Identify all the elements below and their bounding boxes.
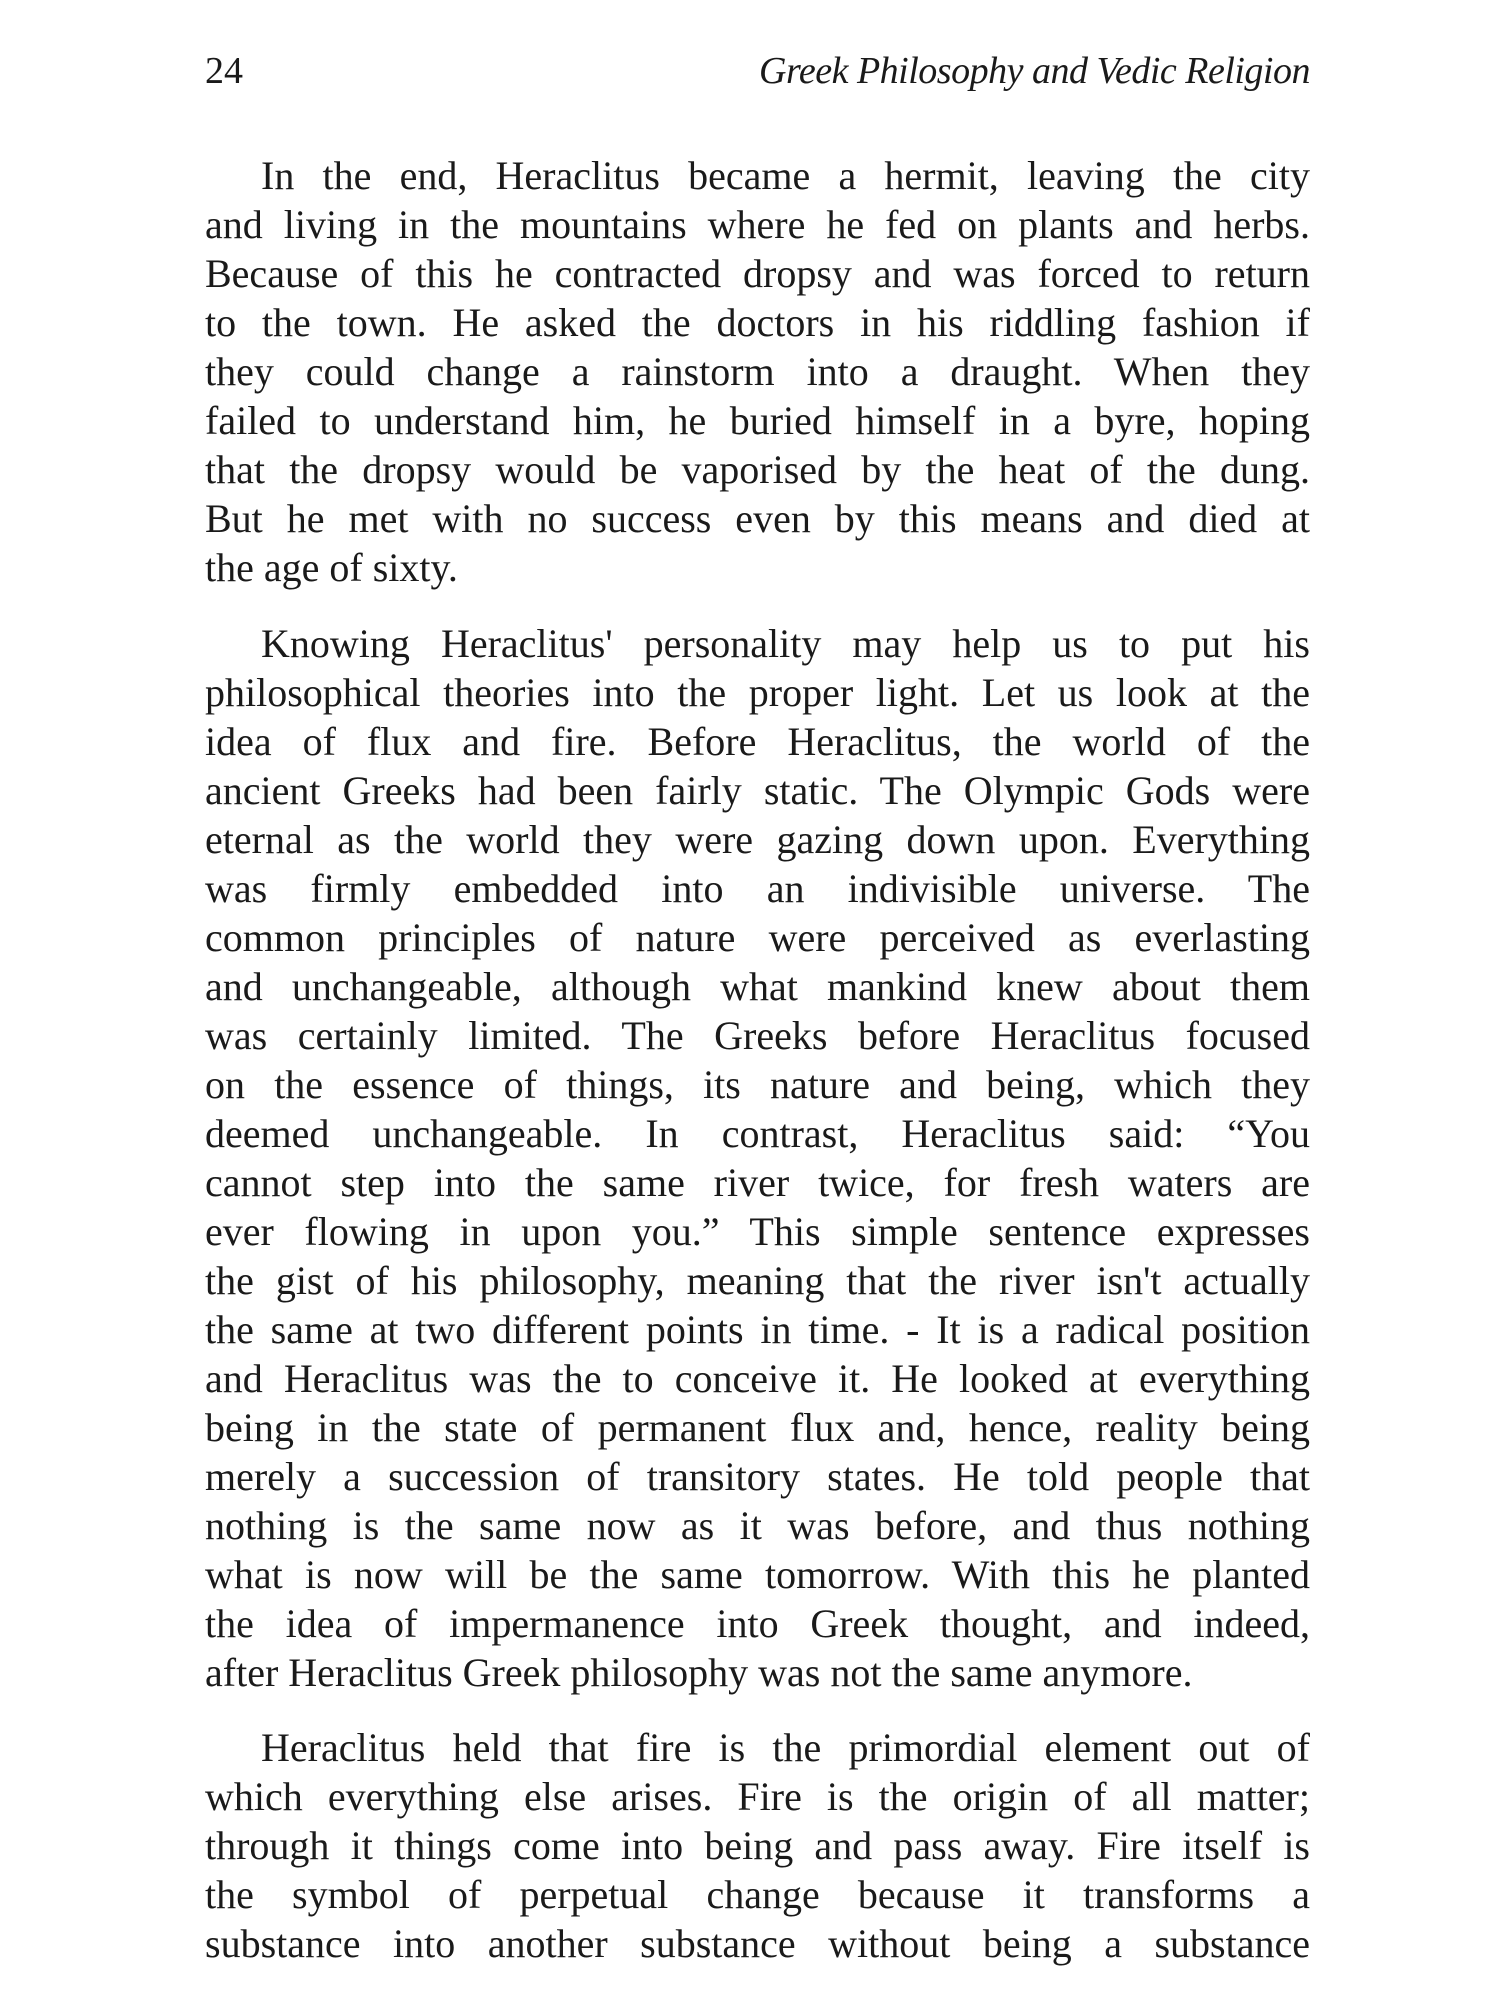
text-line: cannot step into the same river twice, for fresh waters are bbox=[205, 1160, 1310, 1205]
text-line: which everything else arises. Fire is the origin of all matter; bbox=[205, 1774, 1310, 1819]
text-line: failed to understand him, he buried himself in a byre, hoping bbox=[205, 398, 1310, 443]
text-line: philosophical theories into the proper light. Let us look at the bbox=[205, 670, 1310, 715]
text-line: was firmly embedded into an indivisible universe. The bbox=[205, 866, 1310, 911]
text-line: that the dropsy would be vaporised by the heat of the dung. bbox=[205, 447, 1310, 492]
text-line: the gist of his philosophy, meaning that the river isn't actually bbox=[205, 1258, 1310, 1303]
text-line: Heraclitus held that fire is the primordial element out of bbox=[261, 1725, 1310, 1770]
text-line: ever flowing in upon you.” This simple sentence expresses bbox=[205, 1209, 1310, 1254]
text-line: idea of flux and fire. Before Heraclitus, the world of the bbox=[205, 719, 1310, 764]
running-title: Greek Philosophy and Vedic Religion bbox=[759, 50, 1310, 92]
text-line: deemed unchangeable. In contrast, Heraclitus said: “You bbox=[205, 1111, 1310, 1156]
text-line: being in the state of permanent flux and, hence, reality being bbox=[205, 1405, 1310, 1450]
text-line: to the town. He asked the doctors in his riddling fashion if bbox=[205, 300, 1310, 345]
text-line: In the end, Heraclitus became a hermit, leaving the city bbox=[261, 153, 1310, 198]
text-line: eternal as the world they were gazing down upon. Everything bbox=[205, 817, 1310, 862]
text-line: substance into another substance without being a substance bbox=[205, 1921, 1310, 1966]
text-line: on the essence of things, its nature and being, which they bbox=[205, 1062, 1310, 1107]
text-line: after Heraclitus Greek philosophy was not the same anymore. bbox=[205, 1650, 1193, 1695]
text-line: through it things come into being and pass away. Fire itself is bbox=[205, 1823, 1310, 1868]
text-line: and Heraclitus was the to conceive it. He looked at everything bbox=[205, 1356, 1310, 1401]
text-line: merely a succession of transitory states. He told people that bbox=[205, 1454, 1310, 1499]
text-line: the age of sixty. bbox=[205, 545, 458, 590]
text-line: was certainly limited. The Greeks before Heraclitus focused bbox=[205, 1013, 1310, 1058]
text-line: what is now will be the same tomorrow. With this he planted bbox=[205, 1552, 1310, 1597]
text-line: ancient Greeks had been fairly static. The Olympic Gods were bbox=[205, 768, 1310, 813]
text-line: common principles of nature were perceived as everlasting bbox=[205, 915, 1310, 960]
page-number: 24 bbox=[205, 50, 243, 92]
text-line: But he met with no success even by this means and died at bbox=[205, 496, 1310, 541]
text-line: the same at two different points in time. - It is a radical position bbox=[205, 1307, 1310, 1352]
paragraph-3 bbox=[205, 1723, 1310, 1968]
text-line: and living in the mountains where he fed on plants and herbs. bbox=[205, 202, 1310, 247]
text-line: Knowing Heraclitus' personality may help us to put his bbox=[261, 621, 1310, 666]
text-line: nothing is the same now as it was before, and thus nothing bbox=[205, 1503, 1310, 1548]
paragraph-2 bbox=[205, 619, 1310, 1697]
paragraph-1 bbox=[205, 151, 1310, 592]
text-line: they could change a rainstorm into a draught. When they bbox=[205, 349, 1310, 394]
text-line: the symbol of perpetual change because it transforms a bbox=[205, 1872, 1310, 1917]
text-line: the idea of impermanence into Greek thought, and indeed, bbox=[205, 1601, 1310, 1646]
text-line: and unchangeable, although what mankind knew about them bbox=[205, 964, 1310, 1009]
text-line: Because of this he contracted dropsy and was forced to return bbox=[205, 251, 1310, 296]
